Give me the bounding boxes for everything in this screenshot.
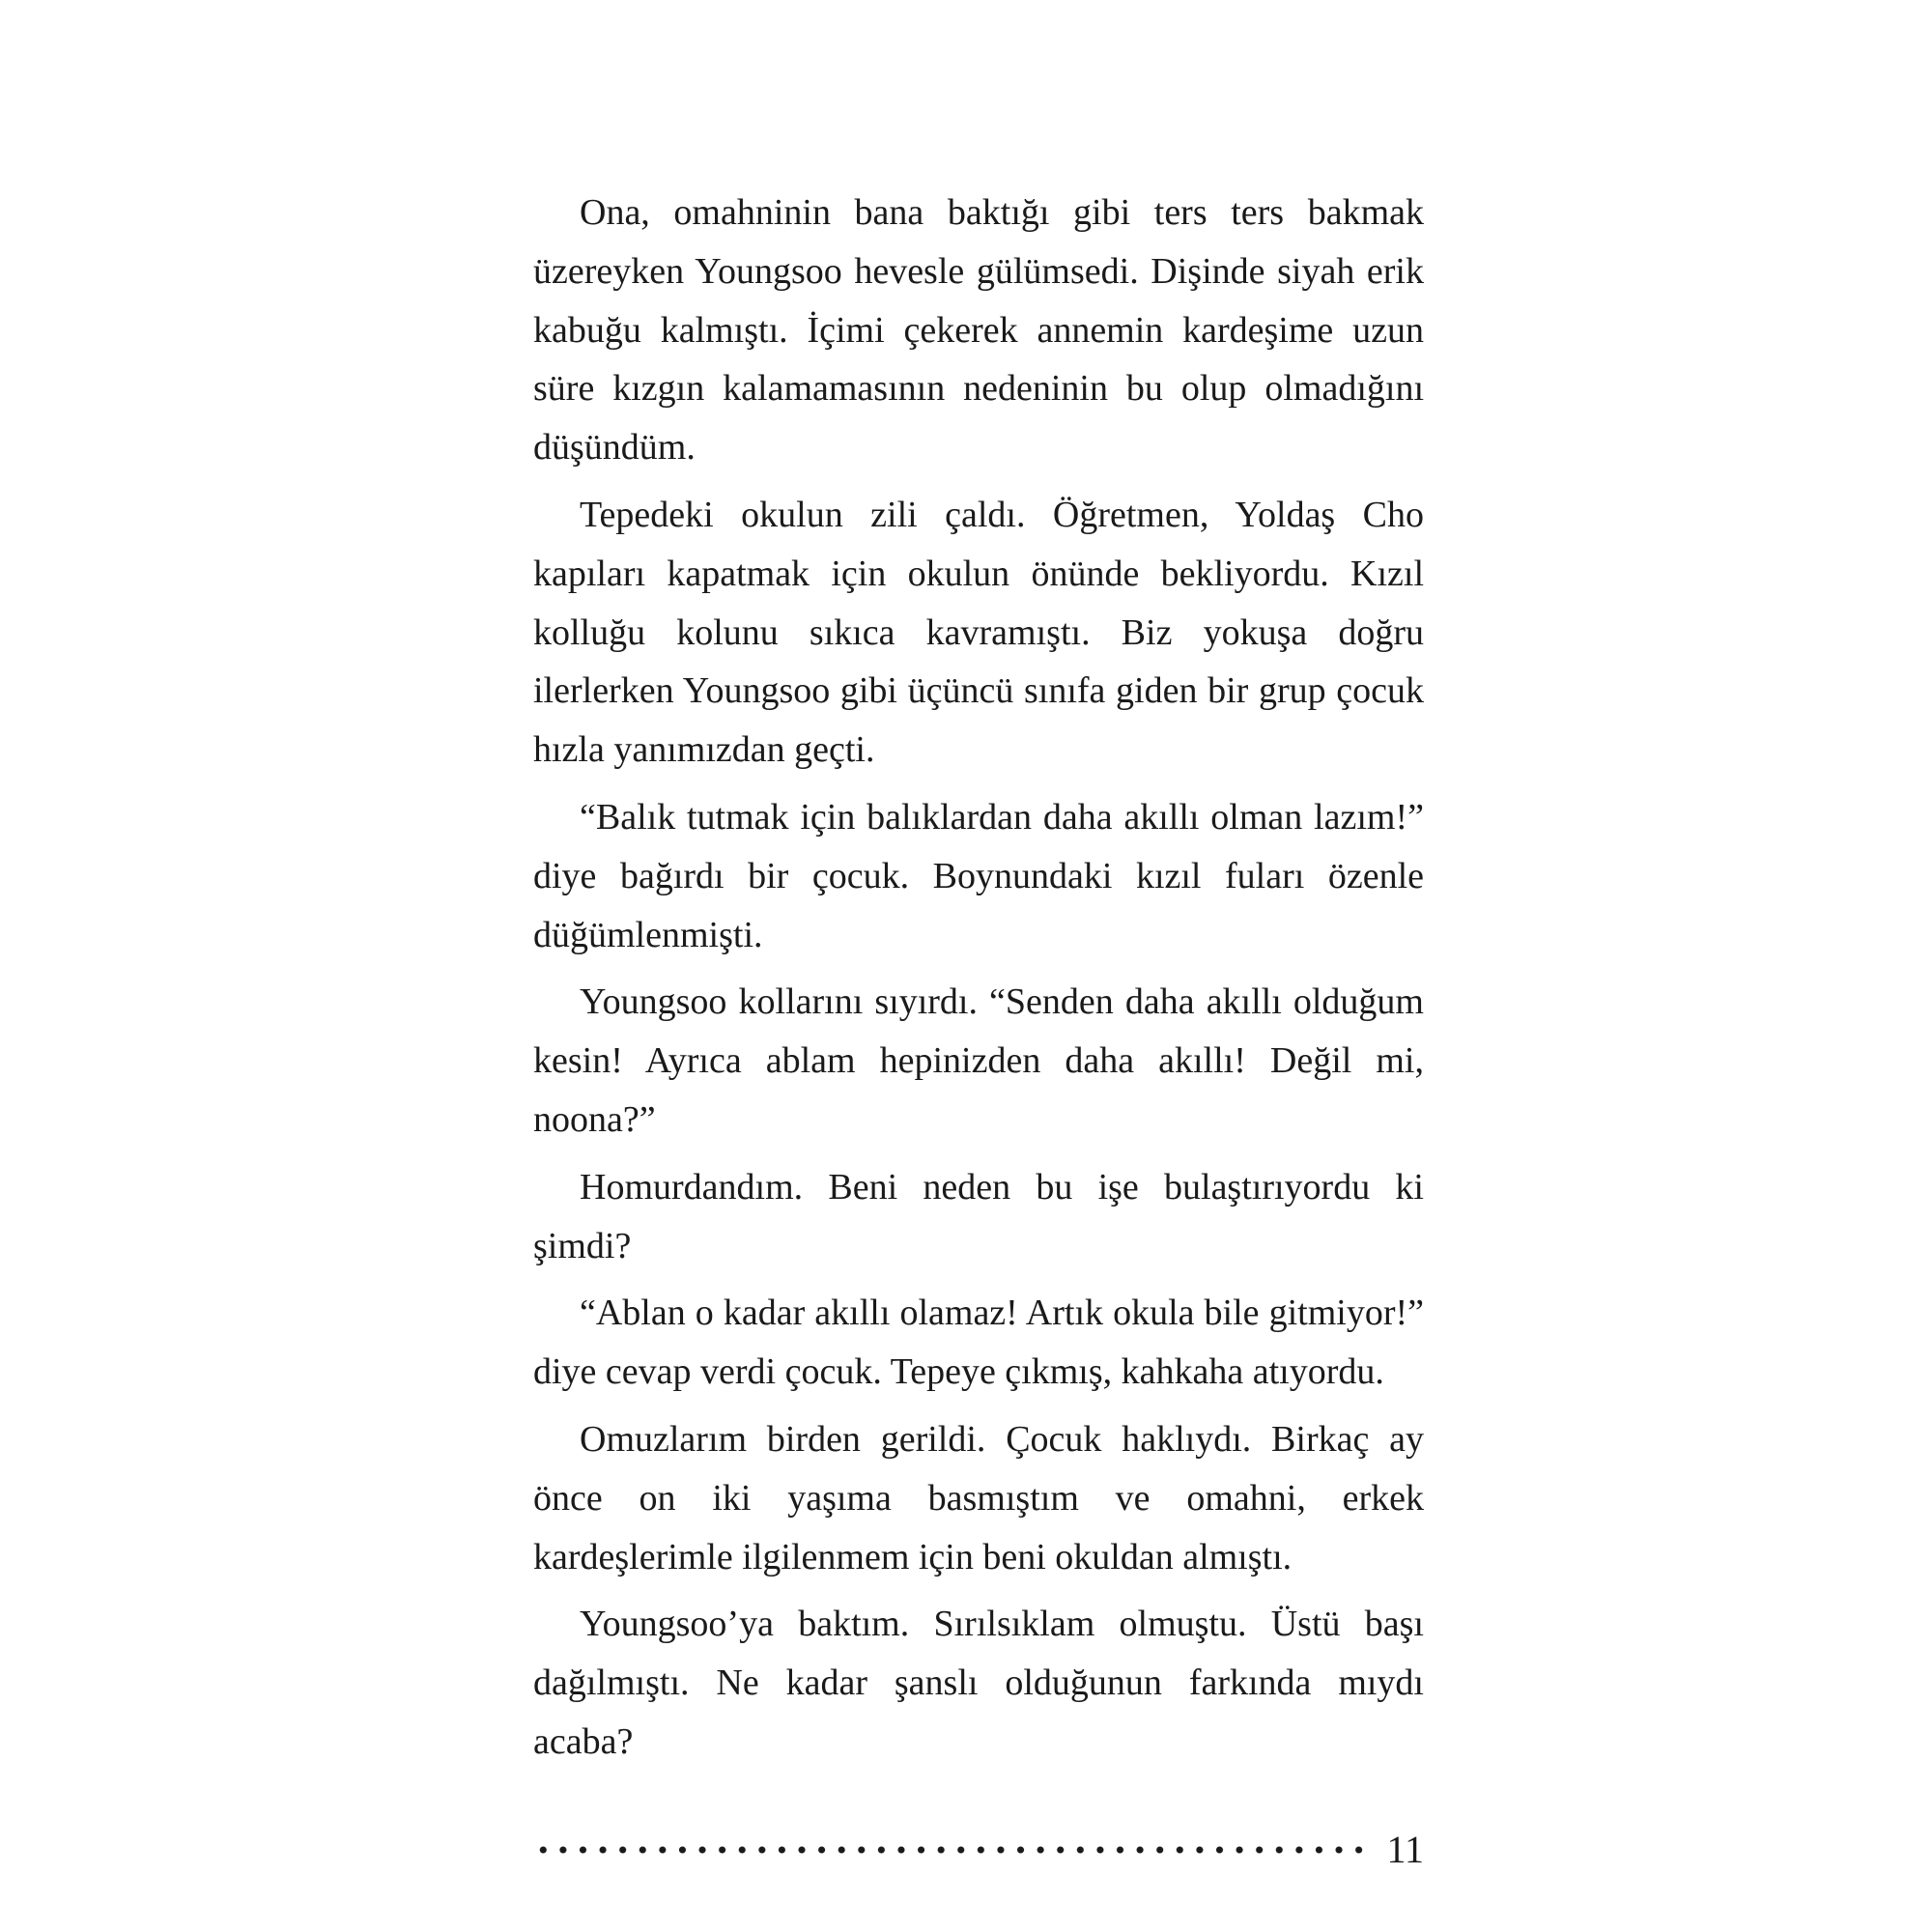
dotted-leader <box>533 1846 1371 1854</box>
body-text <box>533 184 1424 1780</box>
paragraph-1: Ona, omahninin bana baktığı gibi ters ters bakmak üzereyken Youngsoo hevesle gülümsedi. Dişinde siyah erik kabuğu kalmıştı. İçimi çekerek annemin kardeşime uzun süre kızgın kalamamasının nedeninin bu olup olmadığını düşündüm. <box>533 192 1424 469</box>
paragraph-5: Homurdandım. Beni neden bu işe bulaştırıyordu ki şimdi? <box>533 1166 1424 1266</box>
page-number: 11 <box>1386 1828 1424 1871</box>
paragraph-2: Tepedeki okulun zili çaldı. Öğretmen, Yoldaş Cho kapıları kapatmak için okulun önünde bekliyordu. Kızıl kolluğu kolunu sıkıca kavramıştı. Biz yokuşa doğru ilerlerken Youngsoo gibi üçüncü sınıfa giden bir grup çocuk hızla yanımızdan geçti. <box>533 494 1424 771</box>
paragraph-4: Youngsoo kollarını sıyırdı. “Senden daha akıllı olduğum kesin! Ayrıca ablam hepinizden daha akıllı! Değil mi, noona?” <box>533 981 1424 1140</box>
paragraph-6: “Ablan o kadar akıllı olamaz! Artık okula bile gitmiyor!” diye cevap verdi çocuk. Tepeye çıkmış, kahkaha atıyordu. <box>533 1293 1424 1393</box>
page-footer <box>533 1821 1424 1879</box>
paragraph-8: Youngsoo’ya baktım. Sırılsıklam olmuştu. Üstü başı dağılmıştı. Ne kadar şanslı olduğunun farkında mıydı acaba? <box>533 1604 1424 1762</box>
paragraph-3: “Balık tutmak için balıklardan daha akıllı olman lazım!” diye bağırdı bir çocuk. Boynundaki kızıl fuları özenle düğümlenmişti. <box>533 796 1424 955</box>
paragraph-7: Omuzlarım birden gerildi. Çocuk haklıydı. Birkaç ay önce on iki yaşıma basmıştım ve omahni, erkek kardeşlerimle ilgilenmem için beni okuldan almıştı. <box>533 1418 1424 1577</box>
